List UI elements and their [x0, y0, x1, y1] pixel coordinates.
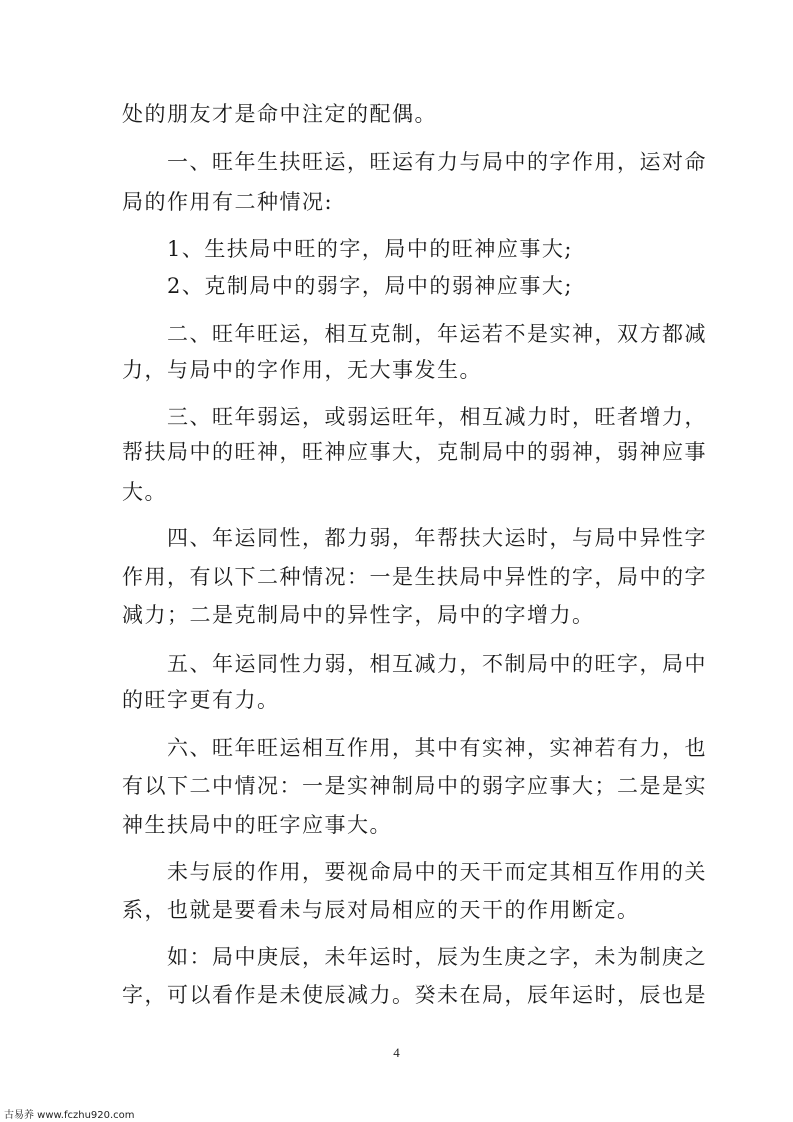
text-line: 字，可以看作是未使辰减力。癸未在局，辰年运时，辰也是	[122, 983, 707, 1007]
text-line: 帮扶局中的旺神，旺神应事大，克制局中的弱神，弱神应事	[122, 440, 707, 464]
text-line: 减力；二是克制局中的异性字，局中的字增力。	[122, 603, 595, 627]
text-line: 五、年运同性力弱，相互减力，不制局中的旺字，局中	[122, 652, 707, 676]
text-line: 二、旺年旺运，相互克制，年运若不是实神，双方都减	[122, 322, 707, 346]
site-watermark: 古易养 www.fczhu920.com	[4, 1110, 135, 1121]
text-line: 的旺字更有力。	[122, 688, 280, 712]
text-line: 未与辰的作用，要视命局中的天干而定其相互作用的关	[122, 860, 707, 884]
text-line: 一、旺年生扶旺运，旺运有力与局中的字作用，运对命	[122, 150, 707, 174]
text-line: 系，也就是要看未与辰对局相应的天干的作用断定。	[122, 898, 640, 922]
text-line: 1、生扶局中旺的字，局中的旺神应事大;	[122, 237, 573, 261]
text-line: 局的作用有二种情况:	[122, 190, 334, 214]
text-line: 2、克制局中的弱字，局中的弱神应事大;	[122, 274, 573, 298]
page-number: 4	[393, 1045, 400, 1060]
text-line: 大。	[122, 480, 167, 504]
text-line: 作用，有以下二种情况：一是生扶局中异性的字，局中的字	[122, 565, 707, 589]
text-line: 六、旺年旺运相互作用，其中有实神，实神若有力，也	[122, 736, 707, 760]
text-line: 有以下二中情况：一是实神制局中的弱字应事大；二是是实	[122, 774, 707, 798]
text-line: 如：局中庚辰，未年运时，辰为生庚之字，未为制庚之	[122, 945, 707, 969]
text-line: 力，与局中的字作用，无大事发生。	[122, 358, 482, 382]
text-line: 三、旺年弱运，或弱运旺年，相互减力时，旺者增力，	[122, 405, 707, 429]
text-line: 四、年运同性，都力弱，年帮扶大运时，与局中异性字	[122, 526, 707, 550]
text-line: 神生扶局中的旺字应事大。	[122, 813, 392, 837]
text-line: 处的朋友才是命中注定的配偶。	[122, 102, 437, 126]
